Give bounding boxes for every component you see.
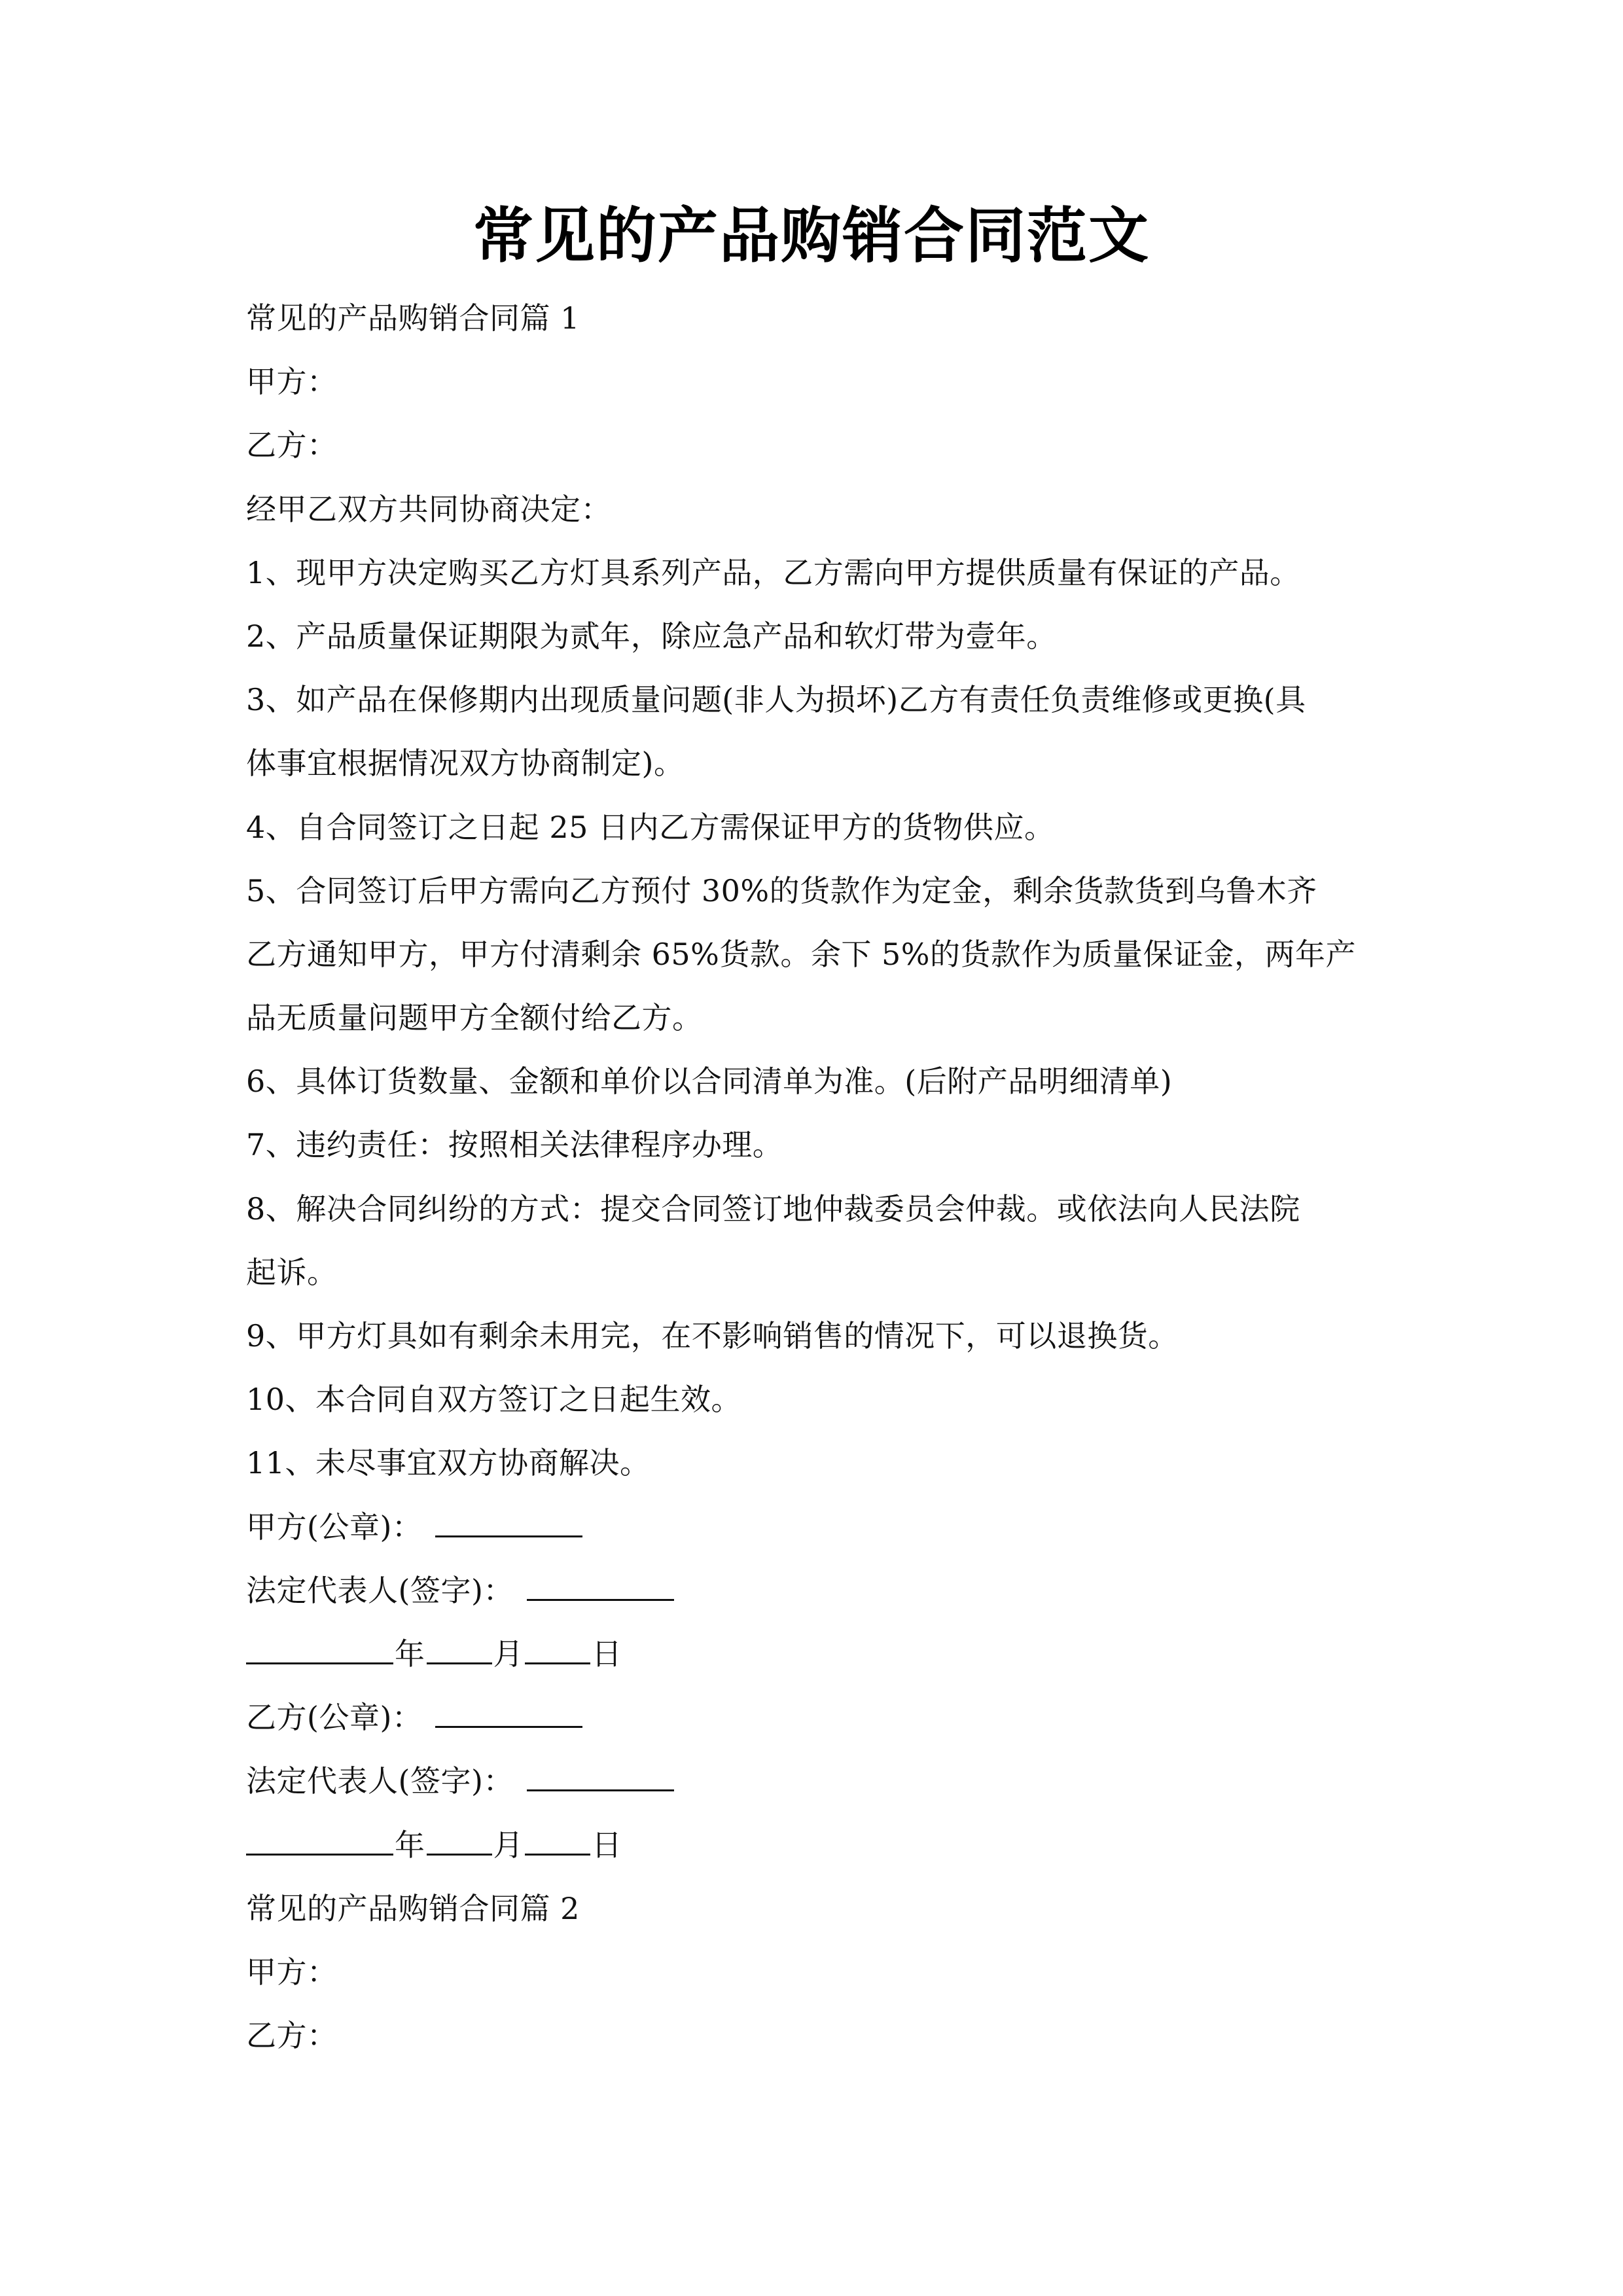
document-title: 常见的产品购销合同范文 [473,200,1150,271]
party-b-label-2: 乙方： [246,2018,338,2054]
party-a-label: 甲方： [246,364,338,400]
party-b-seal-label: 乙方(公章)： [246,1700,423,1736]
agreement-intro: 经甲乙双方共同协商决定： [246,491,611,527]
party-a-date-row [246,1623,1385,1686]
clause-3-line-1: 3、如产品在保修期内出现质量问题(非人为损坏)乙方有责任负责维修或更换(具 [246,682,1306,718]
clause-6: 6、具体订货数量、金额和单价以合同清单为准。(后附产品明细清单) [246,1064,1173,1100]
year-label: 年 [395,1827,425,1863]
clause-1: 1、现甲方决定购买乙方灯具系列产品，乙方需向甲方提供质量有保证的产品。 [246,554,1300,590]
clause-5-line-2: 乙方通知甲方，甲方付清剩余 65%货款。余下 5%的货款作为质量保证金，两年产 [246,936,1356,972]
clause-9: 9、甲方灯具如有剩余未用完，在不影响销售的情况下，可以退换货。 [246,1318,1179,1354]
day-blank [525,1827,590,1856]
party-b-rep-label: 法定代表人(签字)： [246,1763,514,1799]
clause-5-line-3: 品无质量问题甲方全额付给乙方。 [246,1000,703,1036]
clause-5-line-1: 5、合同签订后甲方需向乙方预付 30%的货款作为定金，剩余货款货到乌鲁木齐 [246,872,1317,908]
clause-7: 7、违约责任：按照相关法律程序办理。 [246,1127,783,1163]
party-a-seal-blank [435,1509,582,1537]
clause-10: 10、本合同自双方签订之日起生效。 [246,1382,742,1418]
month-blank [427,1827,492,1856]
party-a-rep-label: 法定代表人(签字)： [246,1572,514,1608]
year-blank [246,1827,393,1856]
party-b-rep-row [246,1749,1385,1813]
year-label: 年 [395,1636,425,1672]
party-b-rep-blank [527,1763,674,1791]
day-blank [525,1636,590,1664]
month-label: 月 [493,1827,524,1863]
party-a-rep-blank [527,1573,674,1601]
party-b-label: 乙方： [246,427,338,463]
party-a-rep-row [246,1559,1385,1623]
party-a-seal-label: 甲方(公章)： [246,1509,423,1545]
day-label: 日 [592,1827,622,1863]
clause-8-line-1: 8、解决合同纠纷的方式：提交合同签订地仲裁委员会仲裁。或依法向人民法院 [246,1191,1300,1227]
clause-4: 4、自合同签订之日起 25 日内乙方需保证甲方的货物供应。 [246,809,1055,845]
clause-3-line-2: 体事宜根据情况双方协商制定)。 [246,745,685,781]
section-heading-1: 常见的产品购销合同篇 1 [246,300,580,336]
party-a-seal-row [246,1496,1385,1559]
day-label: 日 [592,1636,622,1672]
clause-8-line-2: 起诉。 [246,1254,338,1290]
document-body [246,287,1385,2068]
month-label: 月 [493,1636,524,1672]
party-a-label-2: 甲方： [246,1954,338,1990]
month-blank [427,1636,492,1664]
clause-2: 2、产品质量保证期限为贰年，除应急产品和软灯带为壹年。 [246,618,1057,654]
clause-11: 11、未尽事宜双方协商解决。 [246,1445,651,1481]
party-b-seal-blank [435,1700,582,1728]
party-b-seal-row [246,1686,1385,1749]
section-heading-2: 常见的产品购销合同篇 2 [246,1890,580,1926]
year-blank [246,1636,393,1664]
party-b-date-row [246,1814,1385,1877]
